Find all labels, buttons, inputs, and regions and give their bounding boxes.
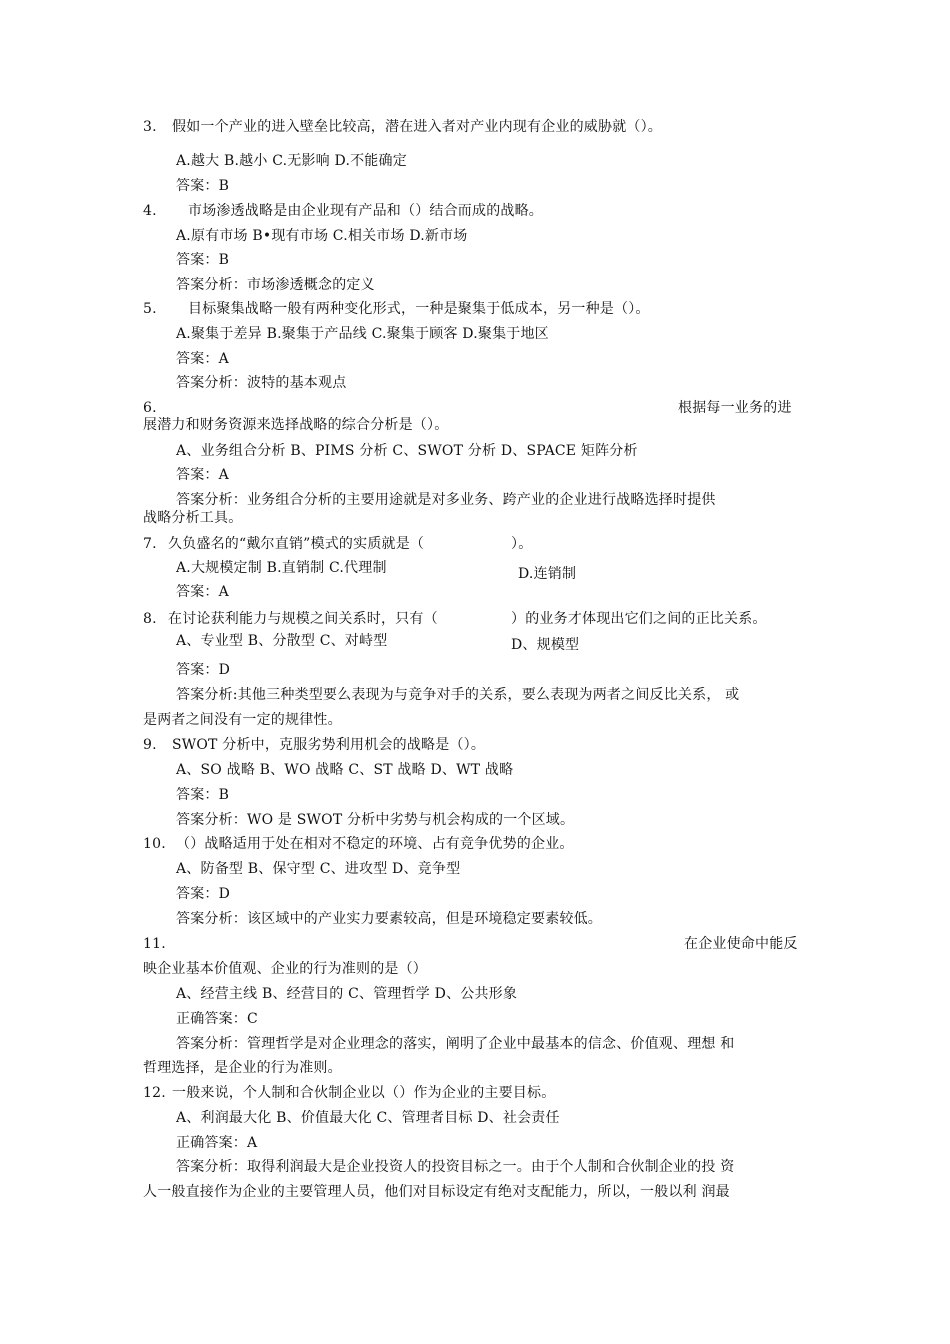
question-11-stem: 在企业使命中能反 xyxy=(684,936,798,952)
question-5-number: 5. xyxy=(143,301,157,317)
question-6-options: A、业务组合分析 B、PIMS 分析 C、SWOT 分析 D、SPACE 矩阵分析 xyxy=(176,443,638,459)
question-5-answer: 答案：A xyxy=(176,351,229,367)
question-3-answer: 答案：B xyxy=(176,178,230,194)
question-6-number: 6. xyxy=(143,400,157,416)
question-8-options: A、专业型 B、分散型 C、对峙型 xyxy=(176,633,388,649)
question-10-number: 10. xyxy=(143,836,166,852)
question-11-options: A、经营主线 B、经营目的 C、管理哲学 D、公共形象 xyxy=(176,986,518,1002)
question-6-stem-continued: 展潜力和财务资源来选择战略的综合分析是（）。 xyxy=(143,417,449,433)
question-12-options: A、利润最大化 B、价值最大化 C、管理者目标 D、社会责任 xyxy=(176,1110,560,1126)
question-6-analysis: 答案分析：业务组合分析的主要用途就是对多业务、跨产业的企业进行战略选择时提供 xyxy=(176,492,716,508)
question-3-options: A.越大 B.越小 C.无影响 D.不能确定 xyxy=(176,153,407,169)
question-12-stem: 一般来说，个人制和合伙制企业以（）作为企业的主要目标。 xyxy=(172,1085,556,1101)
question-3-number: 3. xyxy=(143,119,157,135)
question-8-analysis: 答案分析:其他三种类型要么表现为与竞争对手的关系，要么表现为两者之间反比关系， 或 xyxy=(176,687,740,703)
question-10-options: A、防备型 B、保守型 C、进攻型 D、竞争型 xyxy=(176,861,461,877)
question-9-analysis: 答案分析：WO 是 SWOT 分析中劣势与机会构成的一个区域。 xyxy=(176,812,575,828)
question-4-options: A.原有市场 B•现有市场 C.相关市场 D.新市场 xyxy=(176,228,468,244)
question-6-analysis-continued: 战略分析工具。 xyxy=(143,510,243,526)
question-11-number: 11. xyxy=(143,936,166,952)
question-10-answer: 答案：D xyxy=(176,886,231,902)
question-9-stem: SWOT 分析中，克服劣势利用机会的战略是（）。 xyxy=(172,737,486,753)
question-8-option-d: D、规模型 xyxy=(511,637,580,653)
question-11-analysis: 答案分析：管理哲学是对企业理念的落实，阐明了企业中最基本的信念、价值观、理想 和 xyxy=(176,1036,735,1052)
question-9-answer: 答案：B xyxy=(176,787,230,803)
question-6-answer: 答案：A xyxy=(176,467,229,483)
question-9-options: A、SO 战略 B、WO 战略 C、ST 战略 D、WT 战略 xyxy=(176,762,514,778)
question-12-analysis: 答案分析：取得利润最大是企业投资人的投资目标之一。由于个人制和合伙制企业的投 资 xyxy=(176,1159,735,1175)
question-5-analysis: 答案分析：波特的基本观点 xyxy=(176,375,347,391)
question-11-answer: 正确答案：C xyxy=(176,1011,258,1027)
question-4-stem: 市场渗透战略是由企业现有产品和（）结合而成的战略。 xyxy=(188,203,543,219)
question-12-analysis-continued: 人一般直接作为企业的主要管理人员，他们对目标设定有绝对支配能力，所以，一般以利 润最 xyxy=(143,1184,730,1200)
question-4-answer: 答案：B xyxy=(176,252,230,268)
question-7-options: A.大规模定制 B.直销制 C.代理制 xyxy=(176,560,387,576)
question-3-stem: 假如一个产业的进入壁垒比较高，潜在进入者对产业内现有企业的威胁就（）。 xyxy=(172,119,662,135)
question-8-analysis-continued: 是两者之间没有一定的规律性。 xyxy=(143,712,342,728)
question-4-number: 4. xyxy=(143,203,157,219)
question-12-answer: 正确答案：A xyxy=(176,1135,258,1151)
question-11-stem-continued: 映企业基本价值观、企业的行为准则的是（） xyxy=(143,961,427,977)
question-8-answer: 答案：D xyxy=(176,662,231,678)
question-5-stem: 目标聚集战略一般有两种变化形式，一种是聚集于低成本，另一种是（）。 xyxy=(188,301,650,317)
question-9-number: 9. xyxy=(143,737,157,753)
question-7-stem: 久负盛名的“戴尔直销”模式的实质就是（ xyxy=(168,536,425,552)
question-10-stem: （）战略适用于处在相对不稳定的环境、占有竞争优势的企业。 xyxy=(176,836,574,852)
question-7-stem-end: ）。 xyxy=(511,536,533,552)
question-12-number: 12. xyxy=(143,1085,166,1101)
question-8-stem-end: ）的业务才体现出它们之间的正比关系。 xyxy=(511,611,767,627)
question-5-options: A.聚集于差异 B.聚集于产品线 C.聚集于顾客 D.聚集于地区 xyxy=(176,326,549,342)
question-6-stem: 根据每一业务的进 xyxy=(678,400,792,416)
question-10-analysis: 答案分析：该区域中的产业实力要素较高，但是环境稳定要素较低。 xyxy=(176,911,602,927)
question-4-analysis: 答案分析：市场渗透概念的定义 xyxy=(176,277,375,293)
question-11-analysis-continued: 哲理选择，是企业的行为准则。 xyxy=(143,1060,342,1076)
question-8-stem: 在讨论获利能力与规模之间关系时，只有（ xyxy=(168,611,438,627)
question-8-number: 8. xyxy=(143,611,157,627)
question-7-answer: 答案：A xyxy=(176,584,229,600)
question-7-number: 7. xyxy=(143,536,157,552)
question-7-option-d: D.连销制 xyxy=(518,566,577,582)
